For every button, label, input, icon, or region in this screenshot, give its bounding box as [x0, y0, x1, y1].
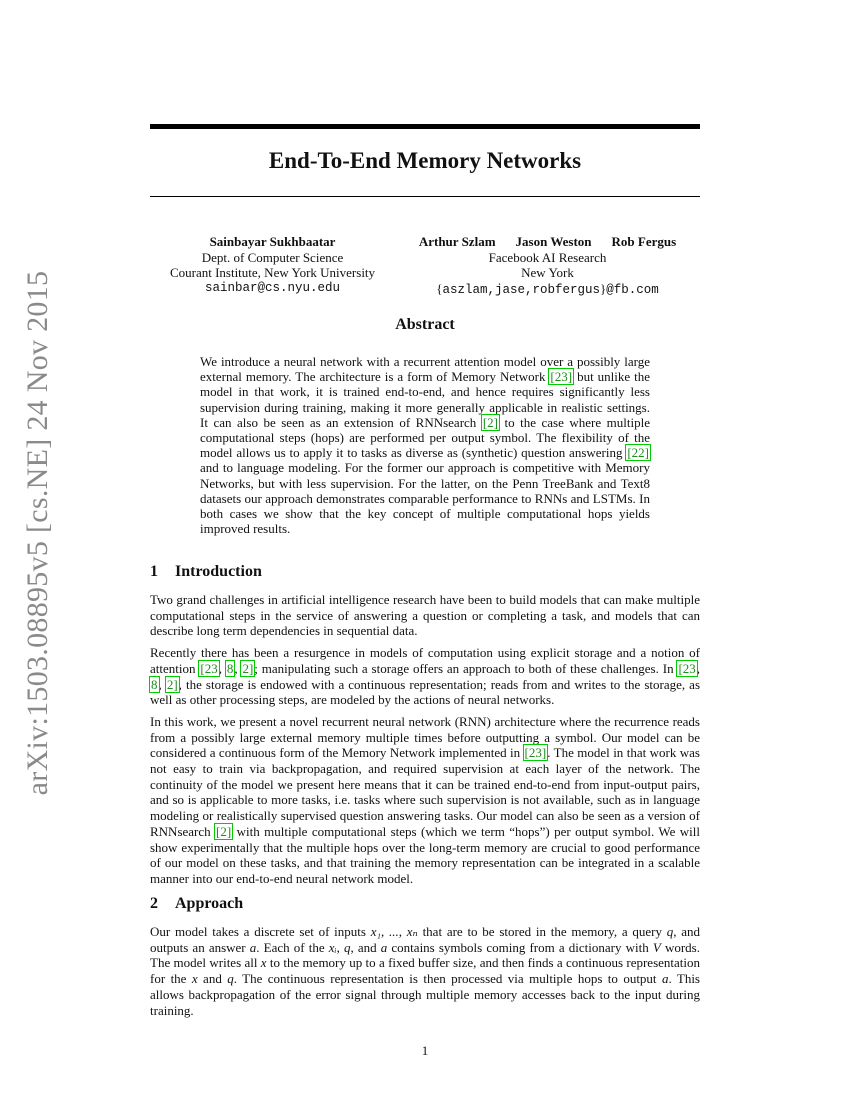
title-rule-bottom	[150, 196, 700, 197]
author-name: Jason Weston	[515, 234, 592, 249]
email-domain: @fb.com	[606, 282, 659, 297]
math-inline: x	[260, 955, 267, 971]
text-run: , and	[350, 939, 381, 955]
citation-link[interactable]: 2]	[166, 676, 178, 692]
section-title: Introduction	[175, 563, 262, 580]
text-run: that are to be stored in the memory, a query	[417, 924, 667, 939]
math-inline: q	[227, 971, 234, 987]
author-names	[395, 234, 700, 250]
abstract-text-run: We introduce a neural network with a recurrent attention model over a possibly large external memory. The architecture is a form of Memory Network	[200, 354, 650, 385]
section-title: Approach	[175, 895, 244, 912]
text-run: ; manipulating such a storage offers an approach to both of these challenges. In	[254, 660, 678, 676]
author-affiliation: Courant Institute, New York University	[169, 265, 376, 280]
math-inline: a	[661, 971, 669, 987]
citation-link[interactable]: [23	[200, 660, 218, 676]
text-run: In this work, we present a novel recurrent neural network (RNN) architecture where the recurrence reads from a possibly large external memory multiple times before outputting a symbol. Our model can be considered a continuous form of the Memory Network implemented in	[150, 713, 700, 761]
math-inline: x₁, ..., xₙ	[370, 924, 418, 939]
author-email[interactable]	[395, 281, 700, 299]
citation-link[interactable]: 8	[226, 660, 234, 676]
author-email[interactable]: sainbar@cs.nyu.edu	[204, 280, 341, 295]
text-run: , the storage is endowed with a continuous representation; reads from and writes to the storage, as well as other processing steps, are modeled by the actions of neural networks.	[150, 676, 701, 708]
page-number: 1	[421, 1043, 429, 1058]
math-inline: xᵢ	[328, 939, 337, 955]
abstract-text-run: to the case where multiple computational steps (hops) are performed per output symbol. The flexibility of the model allows us to apply it to tasks as diverse as (synthetic) question answering	[200, 414, 650, 461]
author-name: Arthur Szlam	[418, 234, 496, 249]
author-name: Sainbayar Sukhbaatar	[209, 234, 336, 249]
citation-link[interactable]: [2]	[482, 414, 498, 430]
math-inline: a	[249, 939, 257, 955]
citation-link[interactable]: [23	[678, 660, 696, 676]
math-inline: q	[666, 924, 674, 939]
author-affiliation: New York	[521, 265, 574, 280]
text-run: ,	[158, 676, 166, 692]
paragraph	[150, 645, 700, 708]
citation-link[interactable]: [22]	[627, 445, 649, 461]
text-run: Recently there has been a resurgence in models of computation using explicit storage and a notion of attention	[150, 645, 700, 676]
introduction-body	[150, 592, 700, 893]
text-run: with multiple computational steps (which we term “hops”) per output symbol. We will show experimentally that the multiple hops over the long-term memory are crucial to good performance of our model on these tasks, and that training the memory representation can be integrated in a scalable manner into our end-to-end neural network model.	[150, 823, 700, 886]
paper-title: End-To-End Memory Networks	[268, 148, 582, 173]
text-run: ,	[696, 660, 701, 676]
abstract-text	[200, 354, 650, 536]
text-run: Our model takes a discrete set of inputs	[150, 924, 371, 939]
text-run: ,	[336, 939, 344, 955]
abstract-heading: Abstract	[395, 316, 455, 333]
abstract-text-run: but unlike the model in that work, it is trained end-to-end, and hence requires significantly less supervision during training, making it more generally applicable in realistic settings. It can also be seen as an extension of RNNsearch	[200, 369, 650, 430]
citation-link[interactable]: [2]	[216, 823, 232, 839]
author-name: Rob Fergus	[611, 234, 677, 249]
text-run: words. The model writes all	[150, 939, 700, 971]
arxiv-identifier-text: arXiv:1503.08895v5 [cs.NE] 24 Nov 2015	[21, 270, 54, 796]
email-users: aszlam,jase,robfergus	[442, 282, 600, 297]
citation-link[interactable]: [23]	[550, 369, 573, 385]
approach-body	[150, 924, 700, 1024]
author-affiliation: Facebook AI Research	[488, 249, 607, 265]
section-heading-introduction	[150, 563, 700, 581]
math-inline: a	[380, 939, 388, 955]
paragraph: Two grand challenges in artificial intelligence research have been to build models that can make multiple computational steps in the service of answering a question or completing a task, and models that can describe long term dependencies in sequential data.	[150, 592, 700, 639]
text-run: . This allows backpropagation of the error signal through multiple memory accesses back to the input during training.	[150, 971, 700, 1018]
paragraph	[150, 714, 700, 887]
text-run: . The continuous representation is then processed via multiple hops to output	[233, 971, 662, 987]
paragraph	[150, 924, 700, 1018]
citation-link[interactable]: 8	[151, 676, 158, 692]
title-rule-top	[150, 124, 700, 129]
text-run: contains symbols coming from a dictionary with	[387, 939, 653, 955]
text-run: and	[197, 971, 228, 987]
text-run: . Each of the	[256, 939, 329, 955]
text-run: . The model in that work was not easy to train via backpropagation, and required supervision at each layer of the network. The continuity of the model we present here means that it can be trained end-to-end from input-output pairs, and so is applicable to more tasks, i.e. tasks where such supervision is not available, such as in language modeling or realistically supervised question answering tasks. Our model can also be seen as a version of RNNsearch	[150, 745, 700, 839]
math-inline: q	[343, 939, 351, 955]
email-brace-open: {	[436, 280, 443, 296]
math-inline: x	[191, 971, 198, 987]
section-number: 1	[150, 563, 158, 580]
text-run: ,	[234, 660, 242, 676]
text-run: to the memory up to a fixed buffer size, and then finds a continuous representation for the	[150, 955, 701, 987]
text-run: , and outputs an answer	[150, 924, 701, 955]
email-brace-close: }	[600, 280, 607, 296]
author-group-nyu	[150, 234, 395, 296]
abstract-text-run: and to language modeling. For the former our approach is competitive with Memory Networks, but with less supervision. For the latter, on the Penn TreeBank and Text8 datasets our approach demonstrates comparable performance to RNNs and LSTMs. In both cases we show that the key concept of multiple computational hops yields improved results.	[200, 460, 650, 537]
text-run: ,	[218, 660, 226, 676]
math-inline: V	[652, 939, 661, 955]
section-heading-approach	[150, 895, 700, 913]
section-number: 2	[150, 895, 158, 912]
citation-link[interactable]: [23]	[524, 745, 547, 761]
arxiv-identifier	[18, 270, 58, 796]
citation-link[interactable]: 2]	[242, 660, 254, 676]
author-group-facebook	[395, 234, 700, 298]
author-affiliation: Dept. of Computer Science	[201, 249, 344, 265]
